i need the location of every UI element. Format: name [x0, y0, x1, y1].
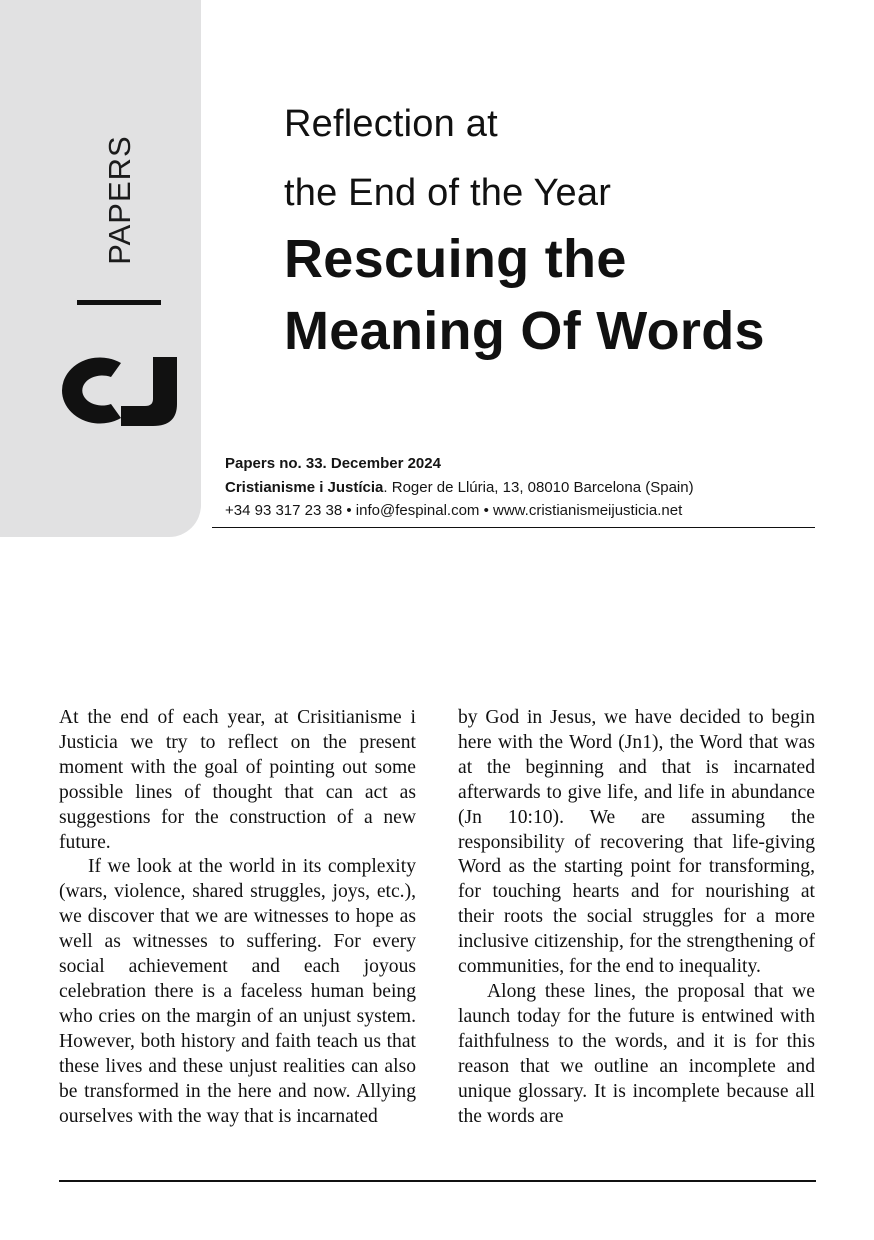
sidebar-panel [0, 0, 201, 537]
publisher-address: . Roger de Llúria, 13, 08010 Barcelona (Spain) [383, 478, 694, 496]
footer-divider [59, 1180, 816, 1182]
kicker-line-1: Reflection at [284, 103, 498, 145]
cj-logo [59, 354, 179, 428]
body-column-left [59, 706, 416, 1129]
issue-line: Papers no. 33. December 2024 [225, 455, 441, 472]
separator: • [479, 502, 494, 519]
series-label: PAPERS [102, 135, 137, 265]
paragraph: If we look at the world in its complexity (wars, violence, shared struggles, joys, etc.), we discover that we are witnesses to hope as well as witnesses to suffering. For every social achievement and each joyous celebration there is a faceless human being who cries on the margin of an unjust system. However, both history and faith teach us that these lives and these unjust realities can also be transformed in the here and now. Allying ourselves with the way that is incarnated [59, 856, 416, 1127]
paragraph: by God in Jesus, we have decided to begin here with the Word (Jn1), the Word that was at the beginning and that is incarnated afterwards to give life, and life in abundance (Jn 10:10). We are assuming the responsibility of recovering that life-giving Word as the starting point for transforming, for touching hearts and for nourishing at their roots the social struggles for a more inclusive citizenship, for the strengthening of communities, for the end to inequality. [458, 707, 815, 978]
page-title-line-1: Rescuing the [284, 229, 627, 289]
body-column-right [458, 706, 815, 1129]
paragraph: At the end of each year, at Crisitianisme i Justicia we try to reflect on the present moment with the goal of pointing out some possible lines of thought that can act as suggestions for the construction of a new future. [59, 707, 416, 853]
sidebar-divider [77, 300, 161, 305]
website-link[interactable]: www.cristianismeijusticia.net [493, 502, 683, 519]
publisher-name: Cristianisme i Justícia [225, 478, 384, 496]
paragraph: Along these lines, the proposal that we launch today for the future is entwined with faithfulness to the words, and it is for this reason that we outline an incomplete and unique glossary. It is incomplete because all the words are [458, 980, 815, 1127]
email-link[interactable]: info@fespinal.com [355, 502, 480, 519]
page-title-line-2: Meaning Of Words [284, 301, 765, 361]
separator: • [342, 502, 356, 519]
publication-info [225, 452, 825, 523]
phone-number: +34 93 317 23 38 [225, 502, 343, 519]
kicker-line-2: the End of the Year [284, 172, 612, 214]
header-divider [212, 527, 815, 528]
